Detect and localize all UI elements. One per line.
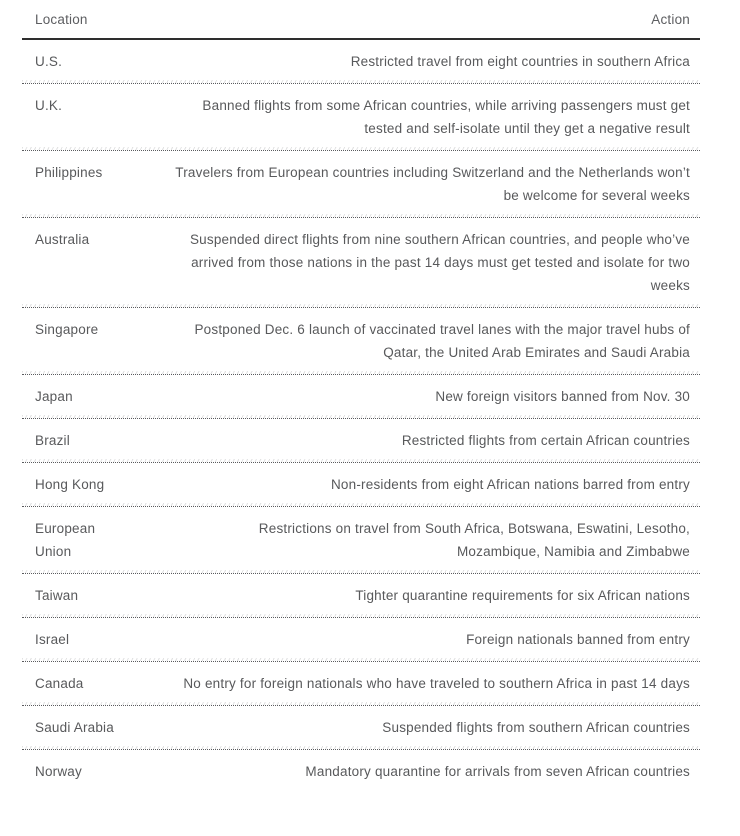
column-header-location: Location: [35, 12, 88, 27]
column-header-action: Action: [651, 12, 690, 27]
action-cell: New foreign visitors banned from Nov. 30: [435, 389, 690, 404]
action-cell: Travelers from European countries including Switzerland and the Netherlands won’t be welcome for several weeks: [175, 165, 690, 203]
table-row: [22, 419, 700, 463]
location-cell: Singapore: [35, 322, 99, 337]
table-row: [22, 507, 700, 574]
action-cell: Mandatory quarantine for arrivals from seven African countries: [305, 764, 690, 779]
table-row: [22, 218, 700, 308]
action-cell: Postponed Dec. 6 launch of vaccinated travel lanes with the major travel hubs of Qatar, the United Arab Emirates and Saudi Arabia: [194, 322, 690, 360]
action-cell: Foreign nationals banned from entry: [466, 632, 690, 647]
location-cell: Brazil: [35, 433, 70, 448]
action-cell: Banned flights from some African countries, while arriving passengers must get tested and self-isolate until they get a negative result: [202, 98, 690, 136]
action-cell: Tighter quarantine requirements for six African nations: [355, 588, 690, 603]
table-row: [22, 84, 700, 151]
location-cell: U.S.: [35, 54, 63, 69]
table-row: [22, 706, 700, 750]
location-cell: U.K.: [35, 98, 63, 113]
location-cell: Canada: [35, 676, 84, 691]
action-cell: Restricted travel from eight countries in southern Africa: [350, 54, 690, 69]
table-row: [22, 463, 700, 507]
table-row: [22, 40, 700, 84]
action-cell: No entry for foreign nationals who have traveled to southern Africa in past 14 days: [183, 676, 690, 691]
action-cell: Suspended flights from southern African countries: [382, 720, 690, 735]
travel-restrictions-table: [22, 0, 700, 793]
location-cell: Israel: [35, 632, 70, 647]
table-row: [22, 574, 700, 618]
action-cell: Restricted flights from certain African countries: [401, 433, 690, 448]
table-row: [22, 375, 700, 419]
location-cell: Philippines: [35, 165, 103, 180]
table-header-row: [22, 0, 700, 40]
table-row: [22, 618, 700, 662]
table-body: [22, 40, 700, 793]
action-cell: Non-residents from eight African nations barred from entry: [330, 477, 690, 492]
table-row: [22, 308, 700, 375]
location-cell: Saudi Arabia: [35, 720, 114, 735]
location-cell: Norway: [35, 764, 82, 779]
action-cell: Restrictions on travel from South Africa, Botswana, Eswatini, Lesotho, Mozambique, Namibia and Zimbabwe: [258, 521, 690, 559]
table-row: [22, 750, 700, 793]
location-cell: Australia: [35, 232, 90, 247]
location-cell: European Union: [35, 521, 96, 559]
action-cell: Suspended direct flights from nine southern African countries, and people who’ve arrived from those nations in the past 14 days must get tested and isolate for two weeks: [189, 232, 690, 293]
table-row: [22, 662, 700, 706]
location-cell: Hong Kong: [35, 477, 105, 492]
location-cell: Japan: [35, 389, 73, 404]
table-row: [22, 151, 700, 218]
location-cell: Taiwan: [35, 588, 79, 603]
